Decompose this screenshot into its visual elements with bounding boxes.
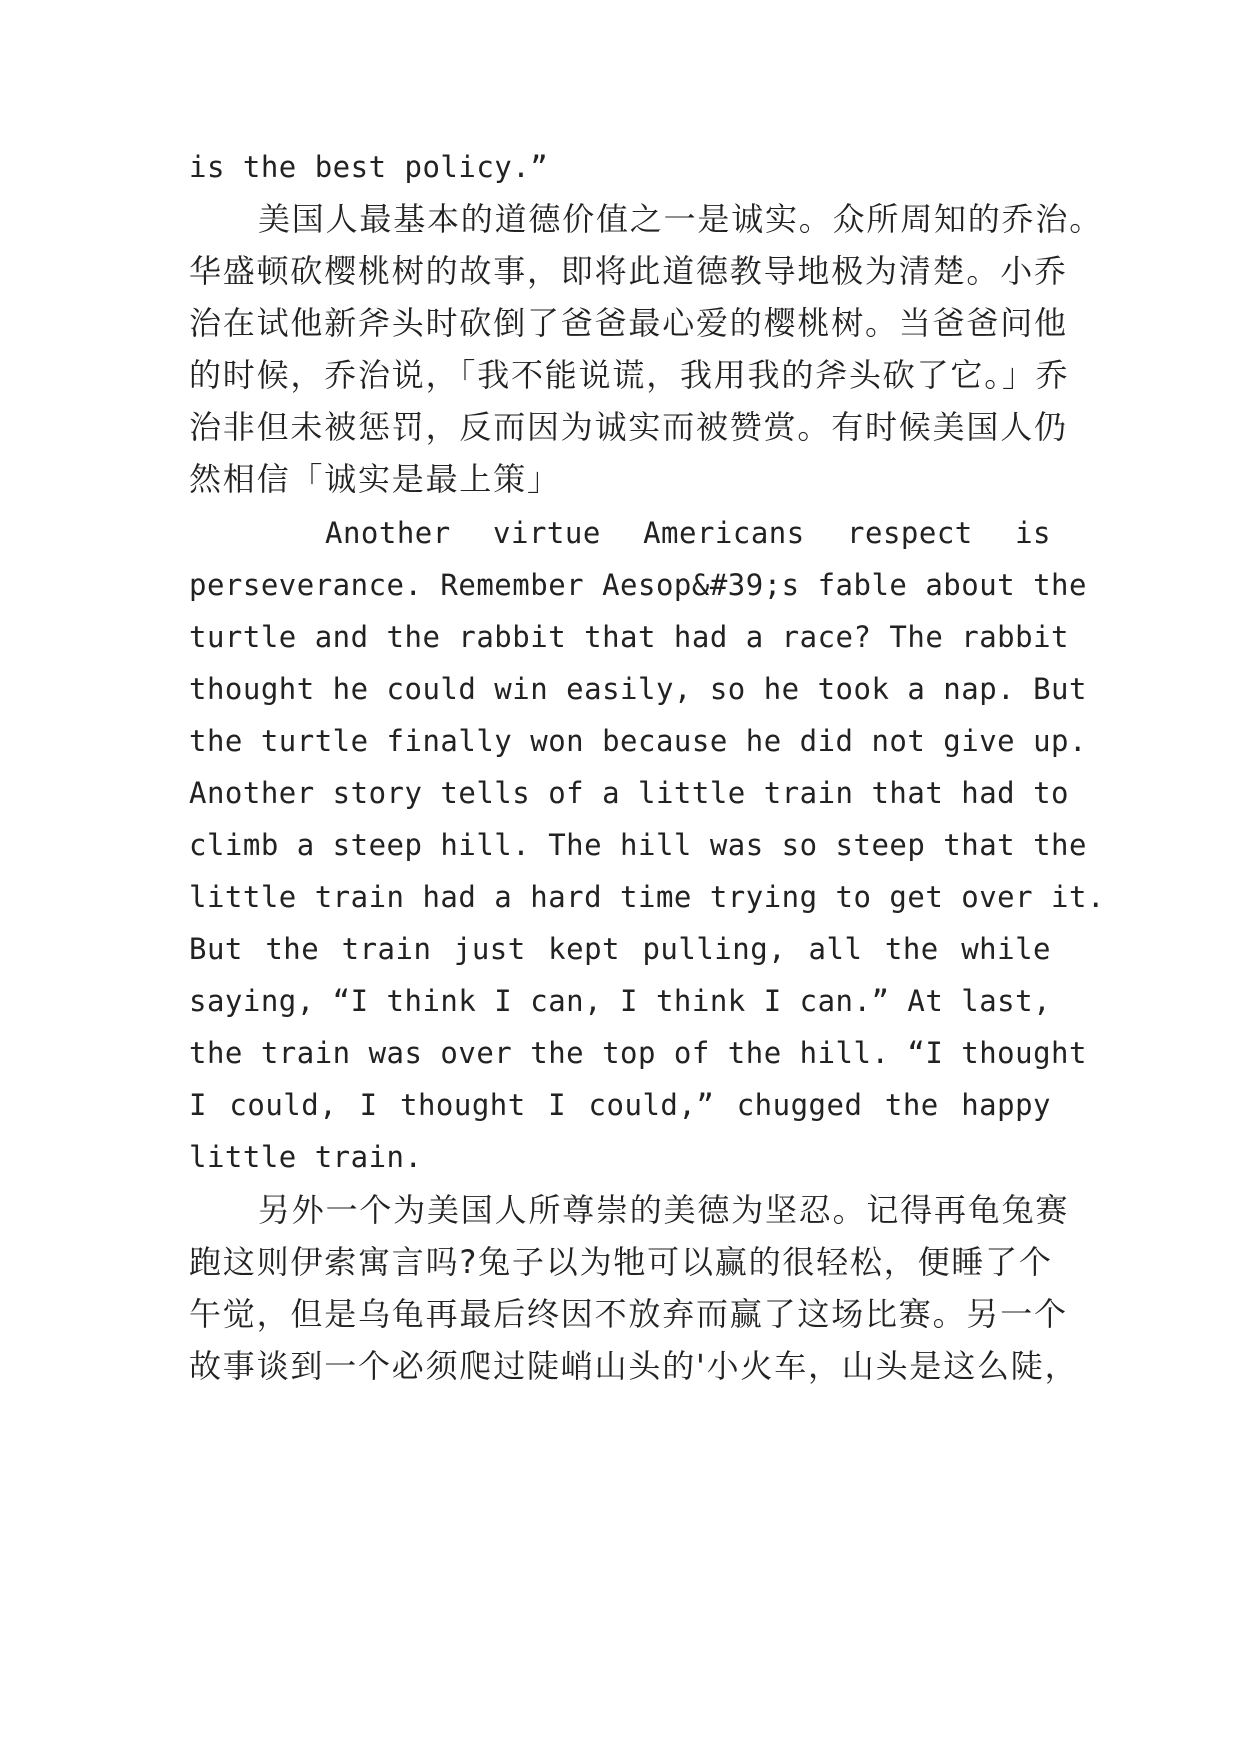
text-line: 午觉，但是乌龟再最后终因不放弃而赢了这场比赛。另一个 — [189, 1295, 1068, 1333]
text-line: perseverance. Remember Aesop&#39;s fable about the — [189, 568, 1087, 602]
text-line: turtle and the rabbit that had a race? The rabbit — [189, 620, 1070, 654]
text-line: 治在试他新斧头时砍倒了爸爸最心爱的樱桃树。当爸爸问他 — [189, 304, 1068, 342]
text-line: 然相信「诚实是最上策」 — [189, 460, 561, 498]
text-line: is the best policy.” — [189, 150, 549, 184]
text-line: little train. — [189, 1140, 423, 1174]
text-line: thought he could win easily, so he took a nap. But — [189, 672, 1087, 706]
text-line: Another virtue Americans respect is — [325, 516, 1051, 550]
text-line: 故事谈到一个必须爬过陡峭山头的'小火车，山头是这么陡， — [189, 1347, 1079, 1385]
text-line: 美国人最基本的道德价值之一是诚实。众所周知的乔治。 — [258, 200, 1104, 238]
text-line: 华盛顿砍樱桃树的故事，即将此道德教导地极为清楚。小乔 — [189, 252, 1068, 290]
text-line: 治非但未被惩罚，反而因为诚实而被赞赏。有时候美国人仍 — [189, 408, 1068, 446]
text-line: But the train just kept pulling, all the while — [189, 932, 1051, 966]
text-line: little train had a hard time trying to get over it. — [189, 880, 1105, 914]
text-line: I could, I thought I could,” chugged the happy — [189, 1088, 1051, 1122]
text-line: Another story tells of a little train that had to — [189, 776, 1070, 810]
text-line: the turtle finally won because he did not give up. — [189, 724, 1087, 758]
text-line: 的时候，乔治说，「我不能说谎，我用我的斧头砍了它。」乔 — [189, 356, 1070, 394]
text-line: 跑这则伊索寓言吗?兔子以为牠可以赢的很轻松，便睡了个 — [189, 1243, 1053, 1281]
text-line: 另外一个为美国人所尊崇的美德为坚忍。记得再龟兔赛 — [258, 1191, 1070, 1229]
text-line: the train was over the top of the hill. “I thought — [189, 1036, 1087, 1070]
text-line: climb a steep hill. The hill was so steep that the — [189, 828, 1087, 862]
text-line: saying, “I think I can, I think I can.” At last, — [189, 984, 1052, 1018]
